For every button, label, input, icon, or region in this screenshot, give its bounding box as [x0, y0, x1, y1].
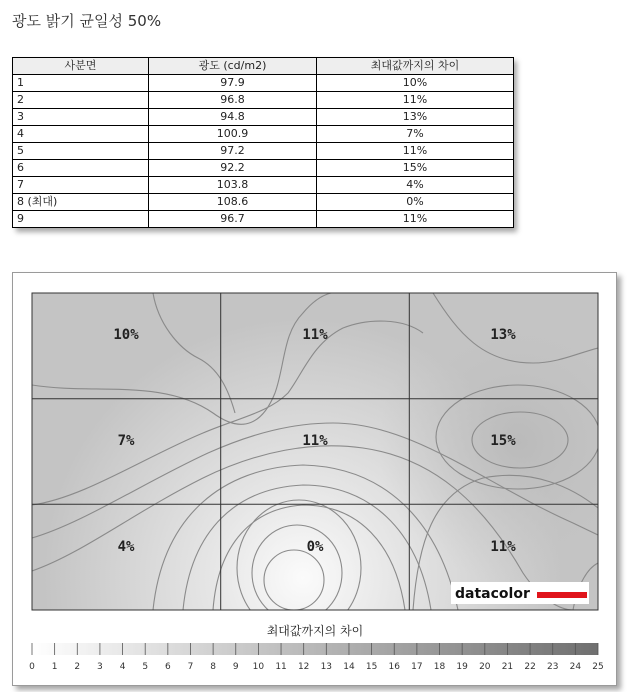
scale-tick-label: 24: [569, 662, 582, 672]
table-row: [13, 143, 514, 160]
quadrant-cell: 8 (최대): [13, 194, 149, 211]
table-row: [13, 109, 514, 126]
luminance-cell: 100.9: [149, 126, 317, 143]
uniformity-contour-map: [13, 273, 616, 685]
header-quadrant: 사분면: [13, 58, 149, 75]
quadrant-label: 7%: [117, 433, 135, 449]
scale-tick-label: 2: [74, 662, 81, 672]
quadrant-cell: 2: [13, 92, 149, 109]
scale-tick-label: 22: [524, 662, 536, 672]
quadrant-cell: 7: [13, 177, 149, 194]
scale-tick-label: 9: [232, 662, 239, 672]
header-luminance: 광도 (cd/m2): [149, 58, 317, 75]
scale-tick-label: 6: [164, 662, 171, 672]
map-area: [32, 293, 600, 636]
table-row: [13, 194, 514, 211]
luminance-cell: 97.9: [149, 75, 317, 92]
difference-cell: 10%: [317, 75, 514, 92]
datacolor-logo-bar: [537, 592, 587, 598]
scale-title: 최대값까지의 차이: [266, 624, 364, 638]
table-row: [13, 92, 514, 109]
table-header-row: [13, 58, 514, 75]
quadrant-cell: 4: [13, 126, 149, 143]
color-scale: [29, 643, 604, 672]
table-row: [13, 160, 514, 177]
difference-cell: 0%: [317, 194, 514, 211]
quadrant-label: 4%: [117, 539, 135, 555]
scale-tick-label: 10: [252, 662, 265, 672]
quadrant-label: 13%: [490, 327, 516, 343]
scale-tick-label: 20: [479, 662, 491, 672]
luminance-cell: 96.8: [149, 92, 317, 109]
quadrant-cell: 3: [13, 109, 149, 126]
header-difference: 최대값까지의 차이: [317, 58, 514, 75]
difference-cell: 4%: [317, 177, 514, 194]
scale-tick-label: 19: [456, 662, 468, 672]
quadrant-label: 11%: [490, 539, 516, 555]
scale-tick-label: 5: [142, 662, 149, 672]
table-row: [13, 177, 514, 194]
table-row: [13, 211, 514, 228]
scale-tick-label: 18: [433, 662, 446, 672]
scale-tick-label: 11: [275, 662, 287, 672]
scale-tick-label: 4: [119, 662, 126, 672]
difference-cell: 7%: [317, 126, 514, 143]
scale-tick-label: 7: [187, 662, 194, 672]
scale-tick-label: 12: [297, 662, 310, 672]
luminance-cell: 103.8: [149, 177, 317, 194]
datacolor-logo: [451, 582, 589, 604]
scale-tick-label: 0: [29, 662, 35, 672]
scale-tick-label: 14: [343, 662, 355, 672]
scale-tick-label: 25: [592, 662, 604, 672]
quadrant-label: 0%: [306, 539, 324, 555]
scale-tick-label: 8: [210, 662, 216, 672]
luminance-cell: 92.2: [149, 160, 317, 177]
scale-tick-label: 15: [365, 662, 378, 672]
scale-tick-label: 1: [51, 662, 58, 672]
luminance-table-container: [12, 57, 513, 228]
quadrant-label: 15%: [490, 433, 516, 449]
luminance-table: [12, 57, 514, 228]
luminance-cell: 94.8: [149, 109, 317, 126]
quadrant-cell: 6: [13, 160, 149, 177]
scale-tick-label: 16: [388, 662, 400, 672]
quadrant-label: 10%: [113, 327, 139, 343]
datacolor-logo-text: datacolor: [455, 586, 530, 602]
difference-cell: 11%: [317, 211, 514, 228]
scale-tick-label: 21: [501, 662, 514, 672]
quadrant-label: 11%: [302, 327, 328, 343]
scale-tick-label: 17: [411, 662, 423, 672]
luminance-cell: 97.2: [149, 143, 317, 160]
difference-cell: 13%: [317, 109, 514, 126]
table-row: [13, 75, 514, 92]
quadrant-label: 11%: [302, 433, 328, 449]
difference-cell: 11%: [317, 92, 514, 109]
table-row: [13, 126, 514, 143]
scale-tick-label: 13: [320, 662, 333, 672]
uniformity-figure: [12, 272, 617, 686]
quadrant-cell: 9: [13, 211, 149, 228]
difference-cell: 15%: [317, 160, 514, 177]
luminance-cell: 96.7: [149, 211, 317, 228]
difference-cell: 11%: [317, 143, 514, 160]
quadrant-cell: 5: [13, 143, 149, 160]
page-title: 광도 밝기 균일성 50%: [12, 12, 162, 30]
scale-tick-label: 23: [546, 662, 559, 672]
scale-tick-label: 3: [97, 662, 103, 672]
quadrant-cell: 1: [13, 75, 149, 92]
luminance-cell: 108.6: [149, 194, 317, 211]
